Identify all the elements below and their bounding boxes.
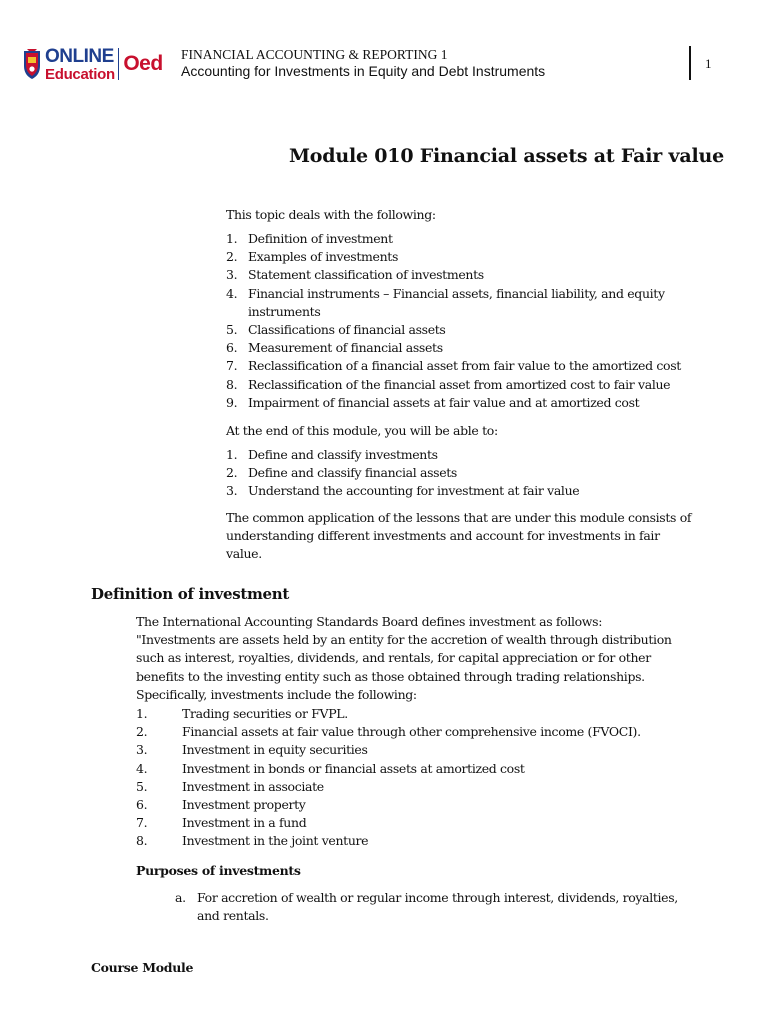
purposes-list: [175, 889, 678, 925]
list-item: 1. Definition of investment: [226, 231, 393, 246]
footer-course-module: Course Module: [91, 960, 194, 975]
logo-online-text: ONLINE: [45, 45, 114, 67]
list-item: 7. Investment in a fund: [136, 815, 307, 831]
list-item: 4. Financial instruments – Financial assets, financial liability, and equity instruments: [226, 285, 665, 319]
list-item: 3. Statement classification of investments: [226, 267, 484, 283]
logo-divider: [118, 48, 120, 80]
list-item: 2. Define and classify financial assets: [226, 465, 458, 481]
course-title: FINANCIAL ACCOUNTING & REPORTING 1: [181, 47, 448, 62]
objectives-list: [226, 446, 579, 501]
paragraph-line: understanding different investments and account for investments in fair: [226, 528, 660, 544]
list-item: 7. Reclassification of a financial asset from fair value to the amortized cost: [226, 358, 681, 374]
investments-list: [136, 705, 641, 851]
list-item: 1. Trading securities or FVPL.: [136, 706, 348, 721]
paragraph-line: value.: [226, 546, 262, 562]
university-crest-icon: [22, 48, 42, 80]
list-item: 4. Investment in bonds or financial assets at amortized cost: [136, 760, 525, 776]
list-item: 6. Measurement of financial assets: [226, 340, 443, 356]
list-item: 2. Examples of investments: [226, 249, 399, 265]
section-heading-definition: Definition of investment: [91, 585, 290, 603]
header-divider: [689, 46, 691, 80]
list-item: 8. Reclassification of the financial asset from amortized cost to fair value: [226, 376, 671, 392]
paragraph-line: The International Accounting Standards Board defines investment as follows:: [136, 614, 603, 629]
list-item: 9. Impairment of financial assets at fair value and at amortized cost: [226, 394, 640, 410]
list-item: 2. Financial assets at fair value through other comprehensive income (FVOCI).: [136, 724, 641, 740]
list-item: 3. Investment in equity securities: [136, 742, 368, 758]
list-item: a. For accretion of wealth or regular income through interest, dividends, royalties, and rentals.: [175, 890, 678, 924]
topics-list: [226, 230, 681, 412]
logo-education-text: Education: [45, 65, 115, 83]
paragraph-line: Specifically, investments include the following:: [136, 686, 417, 702]
module-title: Module 010 Financial assets at Fair value: [288, 145, 724, 167]
list-item: 6. Investment property: [136, 797, 306, 813]
list-item: 3. Understand the accounting for investment at fair value: [226, 483, 580, 499]
paragraph-line: The common application of the lessons that are under this module consists of: [226, 510, 692, 525]
definition-paragraph: [136, 613, 672, 704]
paragraph-line: "Investments are assets held by an entity for the accretion of wealth through distribution: [136, 632, 672, 648]
list-item: 5. Classifications of financial assets: [226, 322, 446, 338]
page-header: [0, 0, 768, 100]
list-item: 8. Investment in the joint venture: [136, 833, 369, 849]
page-number: 1: [705, 56, 712, 71]
sub-heading-purposes: Purposes of investments: [136, 863, 301, 878]
online-education-logo: [22, 44, 163, 84]
topics-intro: This topic deals with the following:: [226, 207, 436, 222]
logo-oed-text: Oed: [123, 52, 163, 75]
application-paragraph: [226, 509, 691, 564]
course-subtitle: Accounting for Investments in Equity and Debt Instruments: [181, 63, 546, 79]
list-item: 1. Define and classify investments: [226, 447, 438, 462]
objectives-intro: At the end of this module, you will be able to:: [226, 423, 498, 438]
paragraph-line: benefits to the investing entity such as those obtained through trading relationships.: [136, 668, 645, 684]
list-item: 5. Investment in associate: [136, 778, 324, 794]
paragraph-line: such as interest, royalties, dividends, and rentals, for capital appreciation or for other: [136, 650, 651, 666]
